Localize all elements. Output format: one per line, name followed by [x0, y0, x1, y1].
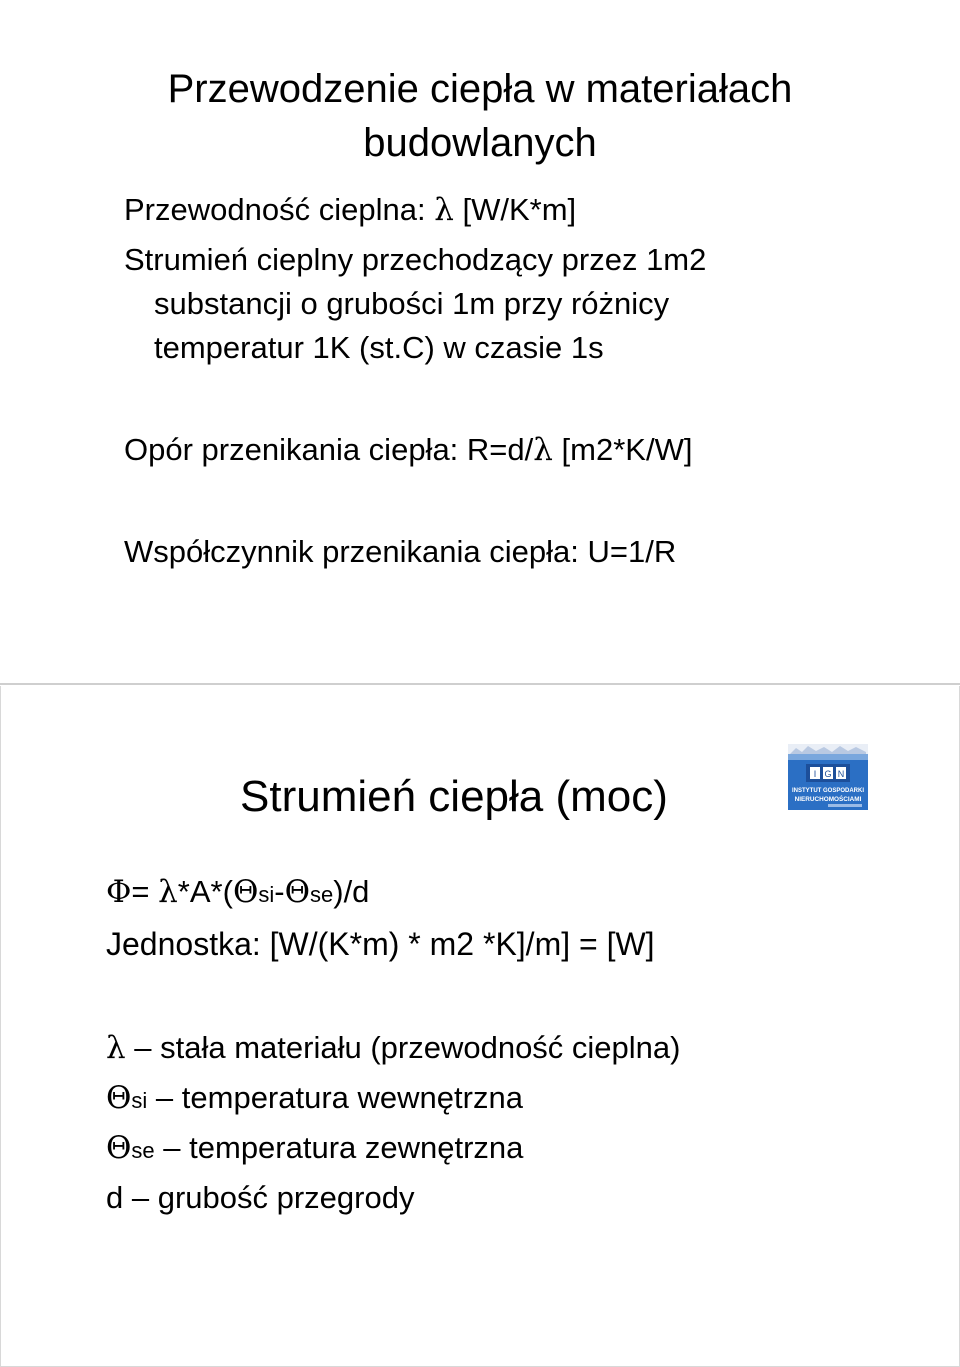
formula-close: )/d: [333, 874, 370, 909]
legend-d: d – grubość przegrody: [106, 1180, 415, 1215]
svg-text:G: G: [824, 769, 832, 779]
subscript-se: se: [310, 882, 334, 907]
theta-symbol: Θ: [106, 1130, 132, 1166]
resistance-line: [124, 430, 692, 470]
slide-border-left: [0, 686, 1, 1367]
institute-logo: [788, 744, 868, 810]
subscript-si: si: [258, 882, 275, 907]
formula-line: [106, 872, 369, 915]
legend-lambda: [106, 1028, 680, 1068]
logo-text-line-2: NIERUCHOMOŚCIAMI: [794, 796, 862, 803]
definition-line-2: substancji o grubości 1m przy różnicy: [154, 286, 670, 321]
legend-theta-se: [106, 1128, 523, 1171]
definition-line-1: Strumień cieplny przechodzący przez 1m2: [124, 242, 707, 277]
legend-theta-si: [106, 1078, 523, 1121]
slide-title-line-1: Przewodzenie ciepła w materiałach: [167, 67, 793, 111]
subscript-si: si: [131, 1088, 148, 1113]
legend-se-text: – temperatura zewnętrzna: [154, 1130, 524, 1165]
theta-symbol: Θ: [106, 1080, 132, 1116]
logo-text-line-1: INSTYTUT GOSPODARKI: [791, 788, 865, 794]
slide-divider: [0, 683, 960, 685]
slide-1: [0, 0, 960, 683]
unit-line: Jednostka: [W/(K*m) * m2 *K]/m] = [W]: [106, 926, 655, 962]
svg-text:I: I: [813, 769, 817, 779]
formula-minus: -: [274, 874, 285, 909]
legend-lambda-text: – stała materiału (przewodność cieplna): [125, 1030, 681, 1065]
formula-equals: =: [131, 874, 159, 909]
lambda-symbol: λ: [158, 874, 178, 910]
lambda-symbol: λ: [533, 432, 553, 468]
theta-symbol: Θ: [284, 874, 310, 910]
slide-2-title: Strumień ciepła (moc): [240, 772, 668, 821]
transmittance-line: Współczynnik przenikania ciepła: U=1/R: [124, 534, 677, 569]
conductivity-label: Przewodność cieplna:: [124, 192, 426, 227]
lambda-symbol: λ: [106, 1030, 126, 1066]
svg-text:N: N: [837, 769, 845, 779]
phi-symbol: Φ: [106, 874, 132, 910]
formula-a-part: *A*(: [177, 874, 233, 909]
subscript-se: se: [131, 1138, 155, 1163]
definition-line-3: temperatur 1K (st.C) w czasie 1s: [154, 330, 604, 365]
slide-title-line-2: budowlanych: [363, 121, 597, 165]
conductivity-unit: [W/K*m]: [462, 192, 577, 227]
conductivity-line: [124, 190, 576, 230]
resistance-unit: [m2*K/W]: [561, 432, 693, 467]
lambda-symbol: λ: [434, 192, 454, 228]
resistance-label: Opór przenikania ciepła: R=d/: [124, 432, 534, 467]
theta-symbol: Θ: [232, 874, 259, 910]
legend-si-text: – temperatura wewnętrzna: [147, 1080, 523, 1115]
